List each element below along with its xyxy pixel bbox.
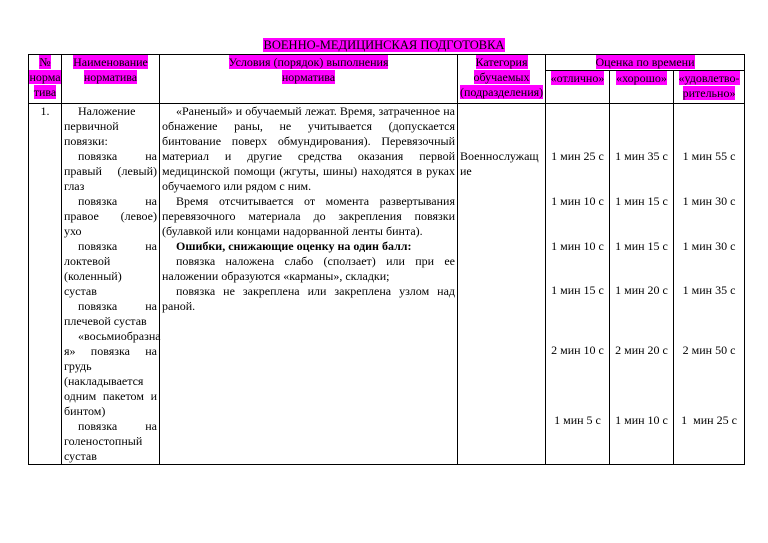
header-excellent: «отлично» [546,71,610,104]
time-satisfactory: 1 мин 55 с [682,149,736,163]
time-good: 2 мин 20 с [615,343,668,357]
header-row [29,55,745,71]
time-satisfactory: 1 мин 30 с [682,194,736,208]
header-category: Категория обучаемых (подразделения) [458,55,546,104]
time-excellent: 2 мин 10 с [551,343,604,357]
time-good: 1 мин 10 с [615,413,668,427]
row-conditions: «Раненый» и обучаемый лежат. Время, затраченное на обнажение раны, не учитывается (допускается бинтование поверх обмундирования). Перевязочный материал и другие средства оказания первой медицинской помощи (жгуты, шины) находятся в руках обучаемого или рядом с ним. Время отсчитывается от момента развертывания перевязочного материала до закрепления повязки (булавкой или концами надорванной ленты бинта). Ошибки, снижающие оценку на один балл: повязка наложена слабо (сползает) или при ее наложении образуются «карманы», складки; повязка не закреплена или закреплена узлом над раной. [160,104,458,465]
col-satisfactory [674,104,745,465]
time-good: 1 мин 20 с [615,283,668,297]
time-excellent: 1 мин 15 с [551,283,604,297]
header-name: Наименование норматива [62,55,160,104]
header-aria-labels [0,0,1,1]
norms-table [28,54,745,465]
time-good: 1 мин 15 с [615,194,668,208]
time-good: 1 мин 35 с [615,149,668,163]
col-good [610,104,674,465]
time-satisfactory: 1 мин 30 с [682,239,736,253]
time-satisfactory: 2 мин 50 с [682,343,736,357]
row-name: Наложение первичной повязки: повязка на правый (левый) глаз повязка на правое (левое) ухо повязка на локтевой (коленный) сустав повязка на плечевой сустав «восьмиобразна я» повязка на грудь (накладывается одним пакетом и бинтом) повязка на голеностопный сустав [62,104,160,465]
col-excellent [546,104,610,465]
time-excellent: 1 мин 10 с [551,239,604,253]
time-satisfactory: 1 мин 35 с [682,283,736,297]
norm-row [29,104,745,465]
row-category: Военнослужащ ие [458,104,546,465]
row-num: 1. [29,104,62,465]
time-excellent: 1 мин 25 с [551,149,604,163]
header-satisfactory: «удовлетво- рительно» [674,71,745,104]
header-good: «хорошо» [610,71,674,104]
header-num: № норма тива [29,55,62,104]
header-conditions: Условия (порядок) выполнения норматива [160,55,458,104]
time-good: 1 мин 15 с [615,239,668,253]
time-excellent: 1 мин 5 с [554,413,601,427]
header-grade: Оценка по времени [546,55,745,71]
time-satisfactory: 1 мин 25 с [681,413,737,427]
time-excellent: 1 мин 10 с [551,194,604,208]
page-title: ВОЕННО-МЕДИЦИНСКАЯ ПОДГОТОВКА [263,38,505,52]
